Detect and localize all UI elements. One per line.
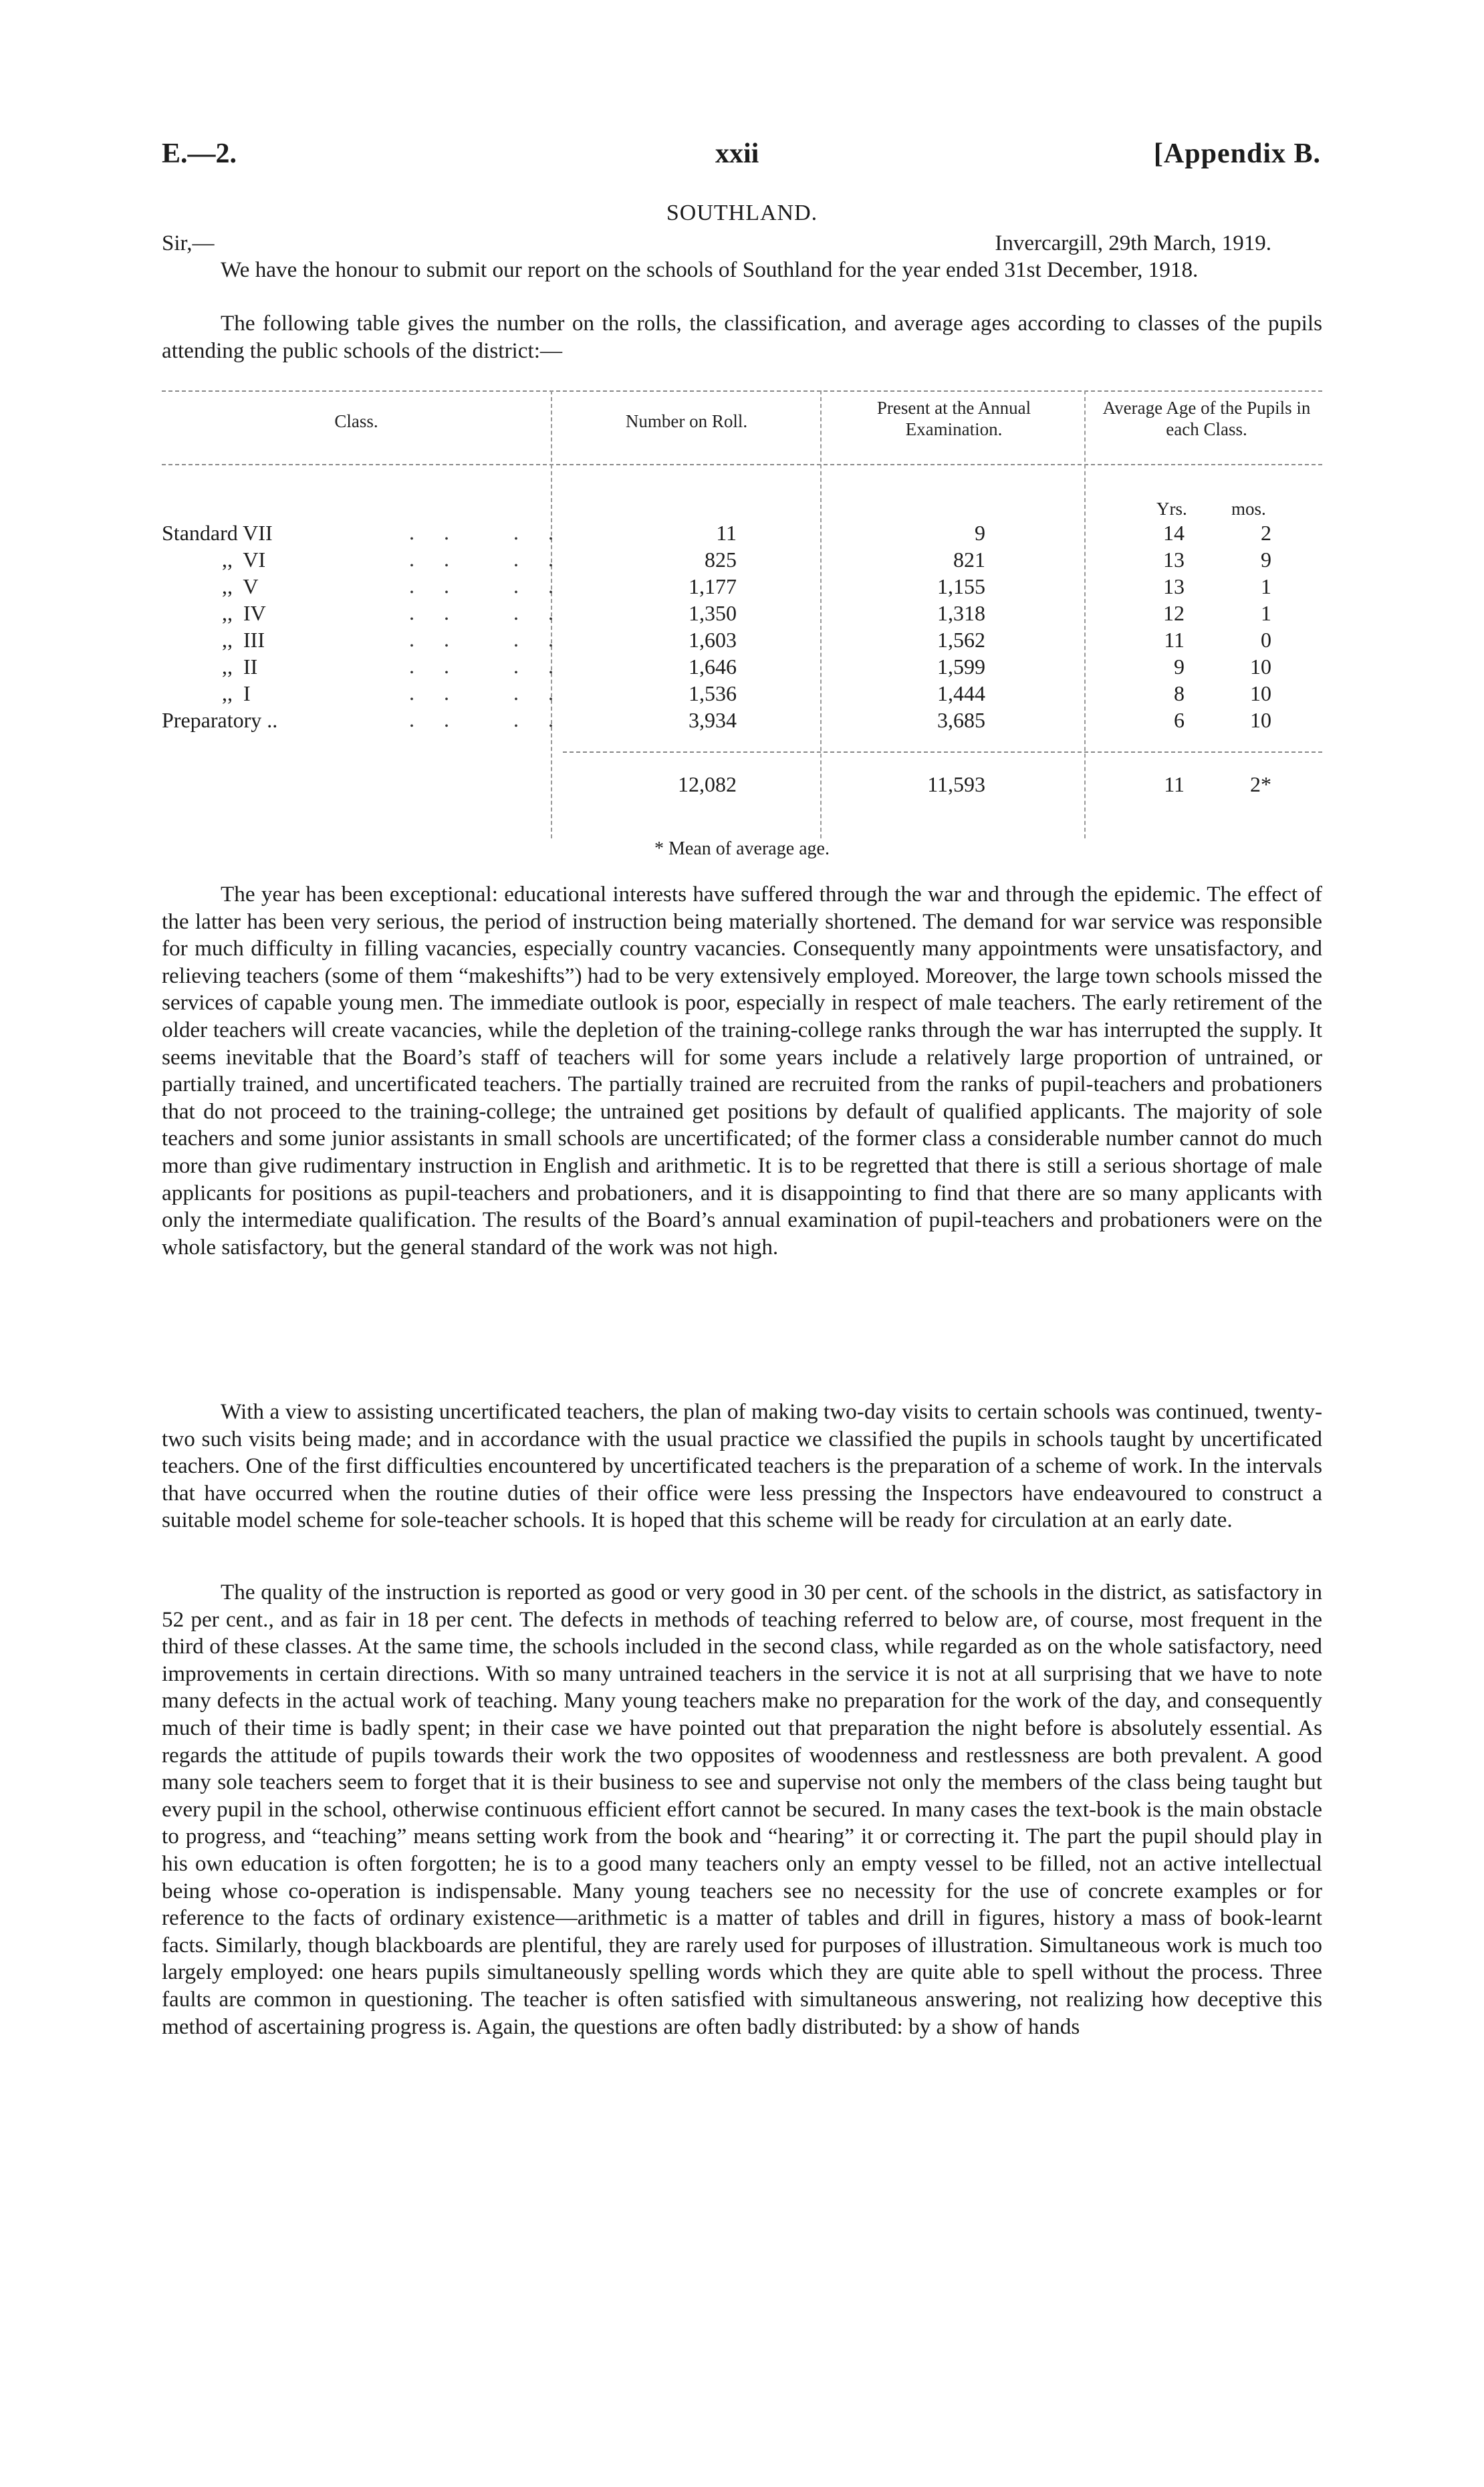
body-paragraph: The year has been exceptional: educational interests have suffered through the war and through the epidemic. The effect of the latter has been very serious, the period of instruction being materially shortened. The demand for war service was responsible for much difficulty in filling vacancies, especially country vacancies. Consequently many appointments were unsatisfactory, and relieving teachers (some of them “makeshifts”) had to be very extensively employed. Moreover, the large town schools missed the services of capable young men. The immediate outlook is poor, especially in respect of male teachers. The early retirement of the older teachers will create vacancies, while the depletion of the training-college ranks through the war has interrupted the supply. It seems inevitable that the Board’s staff of teachers will for some years include a relatively large proportion of untrained, or partially trained, and uncertificated teachers. The partially trained are recruited from the ranks of pupil-teachers and probationers that do not proceed to the training-college; the untrained get positions by default of qualified applicants. The majority of sole teachers and some junior assistants in small schools are uncertificated; of the former class a considerable number cannot do much more than give rudimentary instruction in English and arithmetic. It is to be regretted that there is still a serious shortage of male applicants for positions as pupil-teachers and probationers, and it is disappointing to find that there are so many applicants with only the intermediate qualification. The results of the Board’s annual examination of pupil-teachers and probationers were on the whole satisfactory, but the general standard of the work was not high. (162, 882, 1322, 1260)
row-class-label: ,, IV (222, 601, 266, 625)
row-months: 1 (1261, 574, 1271, 598)
header-age: Average Age of the Pupils in each Class. (1102, 398, 1311, 439)
body-paragraph: The quality of the instruction is reported as good or very good in 30 per cent. of the schools in the district, as satisfactory in 52 per cent., and as fair in 18 per cent. The defects in methods of teaching referred to below are, of course, most frequent in the third of these classes. At the same time, the schools included in the second class, while regarded as on the whole satisfactory, need improvements in certain directions. With so many untrained teachers in the service it is not at all surprising that we have to note many defects in the actual work of teaching. Many young teachers make no preparation for the work of the day, and consequently much of their time is badly spent; in their case we have pointed out that preparation the night before is absolutely essential. As regards the attitude of pupils towards their work the two opposites of woodenness and restlessness are both prevalent. A good many sole teachers seem to forget that it is their business to see and supervise not only the members of the class being taught but every pupil in the school, otherwise continuous efficient effort cannot be secured. In many cases the text-book is the main obstacle to progress, and “teaching” means setting work from the book and “hearing” it or correcting it. The part the pupil should play in his own education is often forgotten; he is to a good many teachers only an empty vessel to be filled, not an active intellectual being whose co-operation is indispensable. Many young teachers see no necessity for the use of concrete examples or for reference to the facts of ordinary existence—arithmetic is a matter of tables and drill in figures, history a mass of book-learnt facts. Similarly, though blackboards are plentiful, they are rarely used for purposes of illustration. Simultaneous work is much too largely employed: one hears pupils simultaneously spelling words which they are quite able to spell without the process. Three faults are common in questioning. The teacher is often satisfied with simultaneous answering, not realizing how deceptive this method of ascertaining progress is. Again, the questions are often badly distributed: by a show of hands (162, 1580, 1322, 2039)
header-class: Class. (334, 411, 378, 431)
row-years: 9 (1174, 655, 1185, 679)
row-present: 821 (953, 548, 985, 572)
table-top-rule (162, 390, 1322, 392)
row-class-label: Preparatory .. (162, 708, 278, 732)
row-months: 10 (1250, 681, 1271, 705)
total-roll: 12,082 (678, 772, 737, 796)
header-present: Present at the Annual Examination. (876, 398, 1031, 439)
row-present: 1,599 (937, 655, 985, 679)
header-roll: Number on Roll. (625, 411, 748, 431)
row-class-label: Standard VII (162, 521, 273, 545)
row-roll: 1,177 (689, 574, 737, 598)
total-years: 11 (1164, 772, 1185, 796)
header-rule (162, 464, 1322, 465)
row-class-label: ,, III (222, 628, 265, 652)
leader-dots: . . . . (409, 707, 566, 731)
row-years: 11 (1164, 628, 1185, 652)
years-unit: Yrs. (1156, 499, 1187, 519)
row-roll: 11 (716, 521, 737, 545)
column-divider (1084, 390, 1086, 838)
intro-paragraph: We have the honour to submit our report on the schools of Southland for the year ended 31st December, 1918. (221, 257, 1199, 282)
row-present: 1,444 (937, 681, 985, 705)
row-roll: 1,536 (689, 681, 737, 705)
totals-rule (563, 751, 1322, 753)
district-title: SOUTHLAND. (666, 201, 818, 225)
leader-dots: . . . . (409, 574, 566, 598)
place-date: Invercargill, 29th March, 1919. (995, 231, 1271, 255)
row-present: 1,562 (937, 628, 985, 652)
page-number: xxii (715, 138, 759, 169)
row-present: 1,318 (937, 601, 985, 625)
row-roll: 1,603 (689, 628, 737, 652)
row-roll: 825 (705, 548, 737, 572)
row-present: 3,685 (937, 708, 985, 732)
row-roll: 1,646 (689, 655, 737, 679)
row-years: 13 (1163, 574, 1185, 598)
row-years: 8 (1174, 681, 1185, 705)
classification-table (162, 390, 1322, 852)
row-months: 0 (1261, 628, 1271, 652)
column-divider (820, 390, 822, 838)
row-present: 1,155 (937, 574, 985, 598)
total-present: 11,593 (927, 772, 985, 796)
page-code: E.—2. (162, 138, 237, 169)
row-months: 9 (1261, 548, 1271, 572)
row-roll: 1,350 (689, 601, 737, 625)
months-unit: mos. (1231, 499, 1266, 519)
appendix-label: [Appendix B. (1153, 138, 1321, 169)
body-paragraph: With a view to assisting uncertificated teachers, the plan of making two-day visits to certain schools was continued, twenty-two such visits being made; and in accordance with the usual practice we classified the pupils in schools taught by uncertificated teachers. One of the first difficulties encountered by uncertificated teachers is the preparation of a scheme of work. In the intervals that have occurred when the routine duties of their office were less pressing the Inspectors have endeavoured to construct a suitable model scheme for sole-teacher schools. It is hoped that this scheme will be ready for circulation at an early date. (162, 1399, 1322, 1533)
row-years: 6 (1174, 708, 1185, 732)
total-months: 2* (1250, 772, 1271, 796)
row-class-label: ,, I (222, 681, 251, 705)
leader-dots: . . . . (409, 547, 566, 571)
row-years: 13 (1163, 548, 1185, 572)
leader-dots: . . . . (409, 520, 566, 544)
row-months: 10 (1250, 708, 1271, 732)
salutation: Sir,— (162, 231, 215, 255)
row-roll: 3,934 (689, 708, 737, 732)
footnote: * Mean of average age. (654, 838, 830, 859)
row-class-label: ,, V (222, 574, 259, 598)
row-years: 14 (1163, 521, 1185, 545)
intro-paragraph: The following table gives the number on the rolls, the classification, and average ages according to classes of the pupils attending the public schools of the district:— (162, 311, 1322, 363)
leader-dots: . . . . (409, 600, 566, 624)
row-class-label: ,, VI (222, 548, 266, 572)
row-years: 12 (1163, 601, 1185, 625)
row-months: 1 (1261, 601, 1271, 625)
leader-dots: . . . . (409, 681, 566, 705)
row-class-label: ,, II (222, 655, 258, 679)
row-months: 10 (1250, 655, 1271, 679)
leader-dots: . . . . (409, 627, 566, 651)
row-present: 9 (975, 521, 985, 545)
row-months: 2 (1261, 521, 1271, 545)
leader-dots: . . . . (409, 654, 566, 678)
